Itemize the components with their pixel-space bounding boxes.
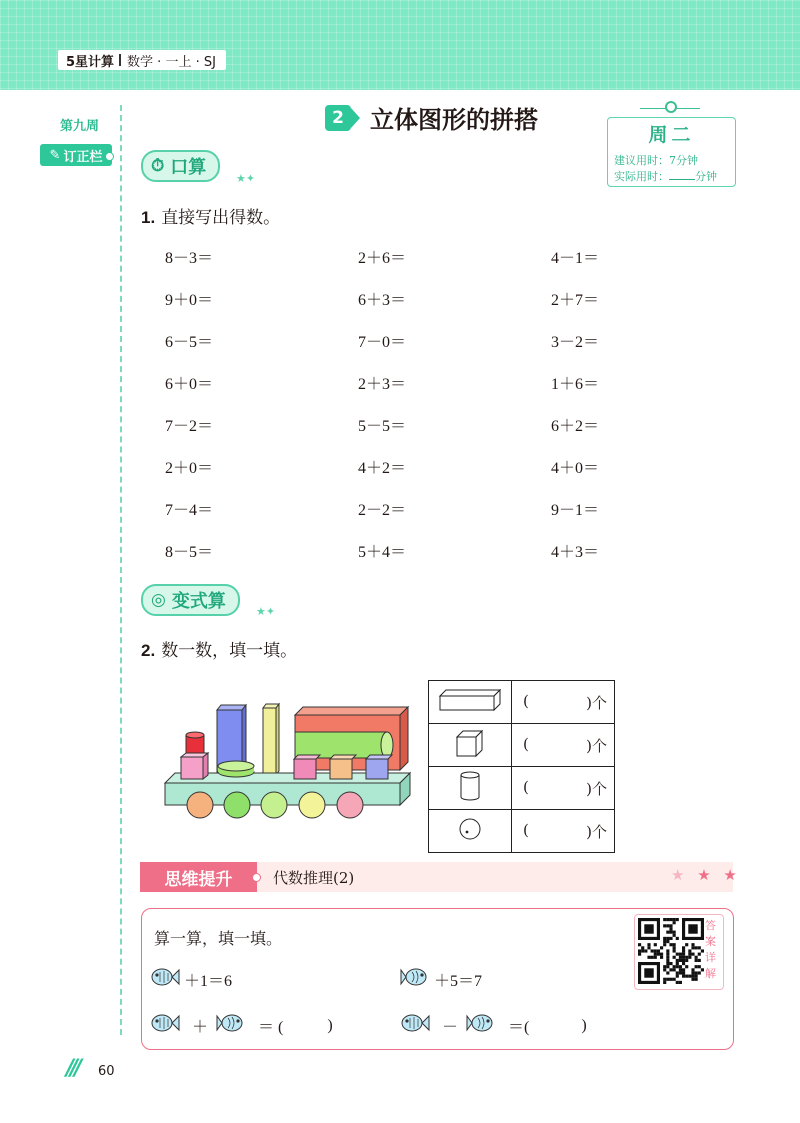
equation-item: 4＋2＝ [358, 460, 407, 477]
section-oral-calc-label: 口算 [170, 157, 207, 178]
section-variant-calc [141, 584, 240, 616]
correction-text: 订正栏 [63, 149, 103, 165]
fish-b-icon [400, 966, 430, 993]
question-2-text: 数一数，填一填。 [161, 641, 298, 661]
suggested-time: 建议用时：7分钟 [614, 154, 698, 167]
count-unit: )个 [586, 693, 607, 712]
equation-item: 1＋6＝ [551, 376, 600, 393]
count-unit: )个 [586, 779, 607, 798]
eq3-plus: ＋ [192, 1019, 209, 1036]
shape-count-answer[interactable] [512, 767, 615, 810]
thinking-tag: 思维提升 [140, 862, 257, 892]
eq4-close: ) [581, 1016, 587, 1034]
fish-a-icon [150, 966, 180, 993]
correction-dot [105, 152, 114, 161]
count-unit: )个 [586, 736, 607, 755]
brand-mark-icon: /// [66, 1056, 79, 1081]
equation-item: 7－2＝ [165, 418, 214, 435]
qr-label: 答案详解 [705, 919, 716, 980]
equation-item: 2＋0＝ [165, 460, 214, 477]
equation-item: 8－5＝ [165, 544, 214, 561]
eq1-text: ＋1＝6 [184, 973, 233, 990]
shape-row [429, 810, 615, 853]
eq3-equals: ＝ ( [258, 1019, 284, 1036]
pencil-icon: ✎ [49, 147, 61, 163]
section-oral-calc [141, 150, 220, 182]
fish-equation-2 [400, 966, 482, 993]
day-card [607, 117, 736, 187]
correction-column-label [40, 144, 112, 166]
sparkle-icon: ★✦ [256, 605, 276, 618]
day-name: 周二 [648, 124, 695, 146]
eq2-text: ＋5＝7 [434, 973, 483, 990]
equation-item: 6＋0＝ [165, 376, 214, 393]
margin-divider [120, 105, 122, 1035]
shape-count-answer[interactable] [512, 810, 615, 853]
equation-item: 6＋3＝ [358, 292, 407, 309]
open-paren: ( [523, 691, 529, 710]
equation-item: 5－5＝ [358, 418, 407, 435]
star-icon: ★ [671, 866, 689, 884]
equation-item: 3－2＝ [551, 334, 600, 351]
difficulty-stars: ★ ★ ★ [671, 866, 741, 884]
equation-item: 7－0＝ [358, 334, 407, 351]
fish-equation-3 [150, 1012, 333, 1039]
cube-icon [429, 724, 512, 767]
lesson-arrow-icon [351, 108, 360, 128]
sparkle-icon: ★✦ [236, 172, 256, 185]
question-1 [141, 203, 280, 228]
book-name: 数学 · 一上 · SJ [127, 54, 216, 70]
equation-item: 2＋7＝ [551, 292, 600, 309]
shape-row [429, 681, 615, 724]
fish-a-icon [150, 1012, 180, 1039]
shape-count-table [428, 680, 615, 853]
series-name: 5星计算 [66, 54, 115, 70]
section-variant-calc-label: 变式算 [171, 591, 226, 612]
eq4-equals: ＝( [508, 1019, 530, 1036]
shape-row [429, 767, 615, 810]
actual-time-blank[interactable] [669, 179, 695, 180]
equation-item: 6－5＝ [165, 334, 214, 351]
cylinder-icon [429, 767, 512, 810]
question-2-number: 2. [141, 641, 156, 660]
book-header [58, 50, 226, 70]
actual-time-label: 实际用时： [614, 170, 669, 183]
open-paren: ( [523, 820, 529, 839]
open-paren: ( [523, 777, 529, 796]
question-1-number: 1. [141, 208, 156, 227]
actual-time-unit: 分钟 [695, 170, 717, 183]
eq3-close: ) [327, 1016, 333, 1034]
header-band [0, 0, 800, 90]
equation-item: 2＋6＝ [358, 250, 407, 267]
fish-b-icon [466, 1012, 496, 1039]
count-unit: )个 [586, 822, 607, 841]
question-2 [141, 636, 297, 661]
fish-a-icon [400, 1012, 430, 1039]
qr-code[interactable] [638, 918, 704, 984]
equation-item: 8－3＝ [165, 250, 214, 267]
timer-icon: ⏱ [151, 156, 165, 176]
target-icon: ◎ [151, 590, 166, 610]
thinking-subtitle: 代数推理(2) [273, 869, 355, 887]
equation-item: 5＋4＝ [358, 544, 407, 561]
week-label: 第九周 [60, 119, 100, 134]
equation-item: 9－1＝ [551, 502, 600, 519]
equation-item: 4＋0＝ [551, 460, 600, 477]
equation-item: 2＋3＝ [358, 376, 407, 393]
pin-icon [665, 101, 677, 113]
equation-item: 9＋0＝ [165, 292, 214, 309]
lesson-number: 2 [325, 105, 351, 131]
eq4-minus: － [442, 1019, 459, 1036]
thinking-dot [252, 873, 261, 882]
equation-item: 2－2＝ [358, 502, 407, 519]
thinking-question: 算一算，填一填。 [154, 929, 283, 948]
shape-count-answer[interactable] [512, 681, 615, 724]
equation-item: 6＋2＝ [551, 418, 600, 435]
page-number: 60 [98, 1064, 115, 1079]
shape-row [429, 724, 615, 767]
actual-time [614, 168, 717, 184]
question-1-text: 直接写出得数。 [161, 208, 281, 228]
equation-item: 4－1＝ [551, 250, 600, 267]
fish-equation-4 [400, 1012, 587, 1039]
fish-equation-1 [150, 966, 232, 993]
shape-count-answer[interactable] [512, 724, 615, 767]
sphere-icon [429, 810, 512, 853]
lesson-title: 立体图形的拼搭 [370, 106, 538, 134]
equation-item: 7－4＝ [165, 502, 214, 519]
header-divider [119, 54, 121, 66]
open-paren: ( [523, 734, 529, 753]
block-train-illustration [160, 695, 415, 825]
cuboid-icon [429, 681, 512, 724]
fish-b-icon [216, 1012, 246, 1039]
equation-item: 4＋3＝ [551, 544, 600, 561]
